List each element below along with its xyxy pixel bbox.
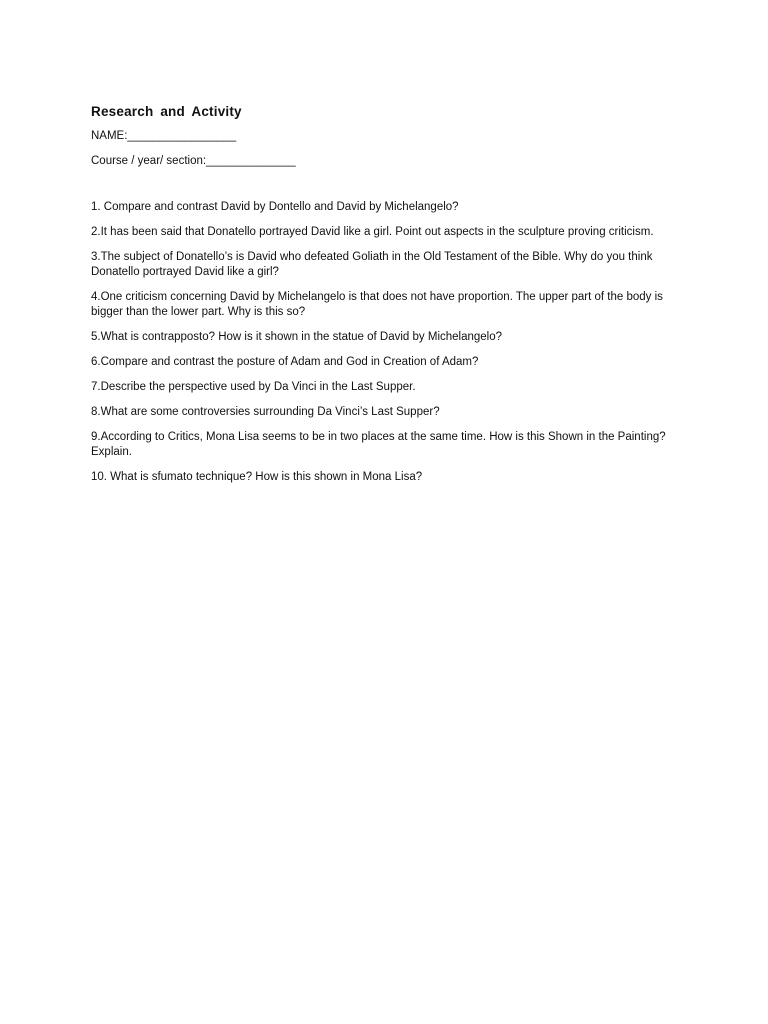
question-4: 4.One criticism concerning David by Michelangelo is that does not have proportion. The upper part of the body is bigger than the lower part. Why is this so? — [91, 291, 663, 318]
document-content — [91, 104, 691, 495]
course-field: Course / year/ section:______________ — [91, 155, 296, 167]
question-8: 8.What are some controversies surrounding Da Vinci’s Last Supper? — [91, 406, 440, 418]
question-2: 2.It has been said that Donatello portrayed David like a girl. Point out aspects in the sculpture proving criticism. — [91, 226, 654, 238]
question-3: 3.The subject of Donatello’s is David who defeated Goliath in the Old Testament of the Bible. Why do you think Donatello portrayed David like a girl? — [91, 251, 653, 278]
name-field: NAME:_________________ — [91, 130, 237, 142]
question-10: 10. What is sfumato technique? How is this shown in Mona Lisa? — [91, 471, 423, 483]
question-1: 1. Compare and contrast David by Dontello and David by Michelangelo? — [91, 201, 459, 213]
question-9: 9.According to Critics, Mona Lisa seems to be in two places at the same time. How is this Shown in the Painting?Explain. — [91, 431, 666, 458]
document-title: Research and Activity — [91, 104, 242, 119]
question-7: 7.Describe the perspective used by Da Vinci in the Last Supper. — [91, 381, 416, 393]
spacer — [91, 178, 691, 200]
question-5: 5.What is contrapposto? How is it shown in the statue of David by Michelangelo? — [91, 331, 503, 343]
question-6: 6.Compare and contrast the posture of Adam and God in Creation of Adam? — [91, 356, 479, 368]
